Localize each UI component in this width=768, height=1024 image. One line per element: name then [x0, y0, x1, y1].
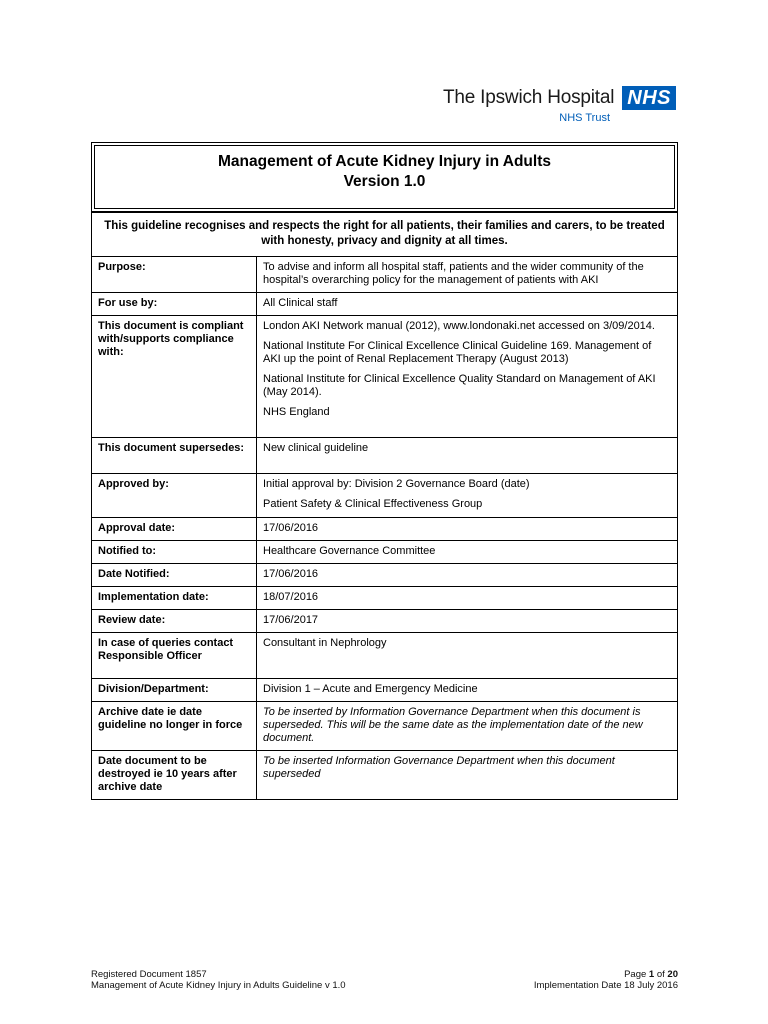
- row-value-paragraph: 17/06/2016: [263, 568, 319, 580]
- table-row: [92, 564, 678, 587]
- row-value: [257, 564, 678, 587]
- document-info-table: [91, 212, 678, 800]
- page-header: [443, 86, 676, 124]
- dignity-banner: This guideline recognises and respects the right for all patients, their families and carers, to be treated with honesty, privacy and dignity at all times.: [92, 213, 678, 257]
- row-label: Approval date:: [92, 518, 257, 541]
- row-value-paragraph: All Clinical staff: [263, 297, 338, 309]
- row-value-paragraph: 17/06/2017: [263, 614, 319, 626]
- registered-document: Registered Document 1857: [91, 969, 207, 980]
- table-row: [92, 316, 678, 438]
- table-row: [92, 587, 678, 610]
- row-value: [257, 610, 678, 633]
- table-row: [92, 633, 678, 679]
- row-label: This document supersedes:: [92, 438, 257, 474]
- row-value-paragraph: New clinical guideline: [263, 442, 369, 454]
- table-row: [92, 474, 678, 518]
- table-row: [92, 518, 678, 541]
- table-row: [92, 702, 678, 751]
- row-value: [257, 438, 678, 474]
- row-value: [257, 702, 678, 751]
- row-label: Review date:: [92, 610, 257, 633]
- row-value: [257, 587, 678, 610]
- row-value-paragraph: National Institute for Clinical Excellence Quality Standard on Management of AKI (May 2014).: [263, 373, 656, 398]
- row-value-paragraph: Healthcare Governance Committee: [263, 545, 436, 557]
- row-value-paragraph: To advise and inform all hospital staff, patients and the wider community of the hospital’s overarching policy for the management of patients with AKI: [263, 261, 644, 286]
- table-row: [92, 438, 678, 474]
- row-value-paragraph: Division 1 – Acute and Emergency Medicine: [263, 683, 478, 695]
- row-label: Implementation date:: [92, 587, 257, 610]
- header-logo-row: [443, 86, 676, 110]
- nhs-logo: NHS: [622, 86, 676, 110]
- row-value-paragraph: Patient Safety & Clinical Effectiveness Group: [263, 498, 483, 510]
- document-title: Management of Acute Kidney Injury in Adults: [218, 153, 551, 170]
- row-label: In case of queries contact Responsible Officer: [92, 633, 257, 679]
- row-value-paragraph: Consultant in Nephrology: [263, 637, 387, 649]
- document-version: Version 1.0: [343, 173, 426, 190]
- hospital-name: The Ipswich Hospital: [442, 87, 615, 108]
- row-value: [257, 474, 678, 518]
- table-row: [92, 610, 678, 633]
- dignity-banner-row: [92, 213, 678, 257]
- document-frame: [91, 142, 678, 800]
- row-value: [257, 679, 678, 702]
- row-value-paragraph: 18/07/2016: [263, 591, 319, 603]
- row-label: Archive date ie date guideline no longer in force: [92, 702, 257, 751]
- row-value-paragraph: NHS England: [263, 406, 330, 418]
- row-value: [257, 257, 678, 293]
- row-value: [257, 751, 678, 800]
- row-label: Date document to be destroyed ie 10 years after archive date: [92, 751, 257, 800]
- row-label: Purpose:: [92, 257, 257, 293]
- table-row: [92, 679, 678, 702]
- row-value: [257, 633, 678, 679]
- row-label: Division/Department:: [92, 679, 257, 702]
- title-box: [91, 142, 678, 212]
- footer-document-name: Management of Acute Kidney Injury in Adults Guideline v 1.0: [91, 980, 346, 991]
- row-value-paragraph: To be inserted by Information Governance Department when this document is superseded. This will be the same date as the implementation date of the new document.: [263, 706, 643, 744]
- row-label: Approved by:: [92, 474, 257, 518]
- row-value: [257, 316, 678, 438]
- page-footer: [91, 969, 678, 991]
- row-label: Notified to:: [92, 541, 257, 564]
- row-value: [257, 518, 678, 541]
- table-row: [92, 541, 678, 564]
- row-value-paragraph: 17/06/2016: [263, 522, 319, 534]
- row-label: For use by:: [92, 293, 257, 316]
- table-row: [92, 257, 678, 293]
- row-label: This document is compliant with/supports compliance with:: [92, 316, 257, 438]
- row-value: [257, 293, 678, 316]
- table-row: [92, 293, 678, 316]
- footer-implementation-date: Implementation Date 18 July 2016: [533, 980, 678, 991]
- trust-name: NHS Trust: [559, 112, 610, 124]
- row-value-paragraph: To be inserted Information Governance Department when this document superseded: [263, 755, 615, 780]
- row-value-paragraph: London AKI Network manual (2012), www.londonaki.net accessed on 3/09/2014.: [263, 320, 655, 332]
- page-number: Page 1 of 20: [624, 969, 678, 980]
- row-label: Date Notified:: [92, 564, 257, 587]
- row-value: [257, 541, 678, 564]
- row-value-paragraph: Initial approval by: Division 2 Governance Board (date): [263, 478, 530, 490]
- table-row: [92, 751, 678, 800]
- row-value-paragraph: National Institute For Clinical Excellence Clinical Guideline 169. Management of AKI up the point of Renal Replacement Therapy (August 2013): [263, 340, 652, 365]
